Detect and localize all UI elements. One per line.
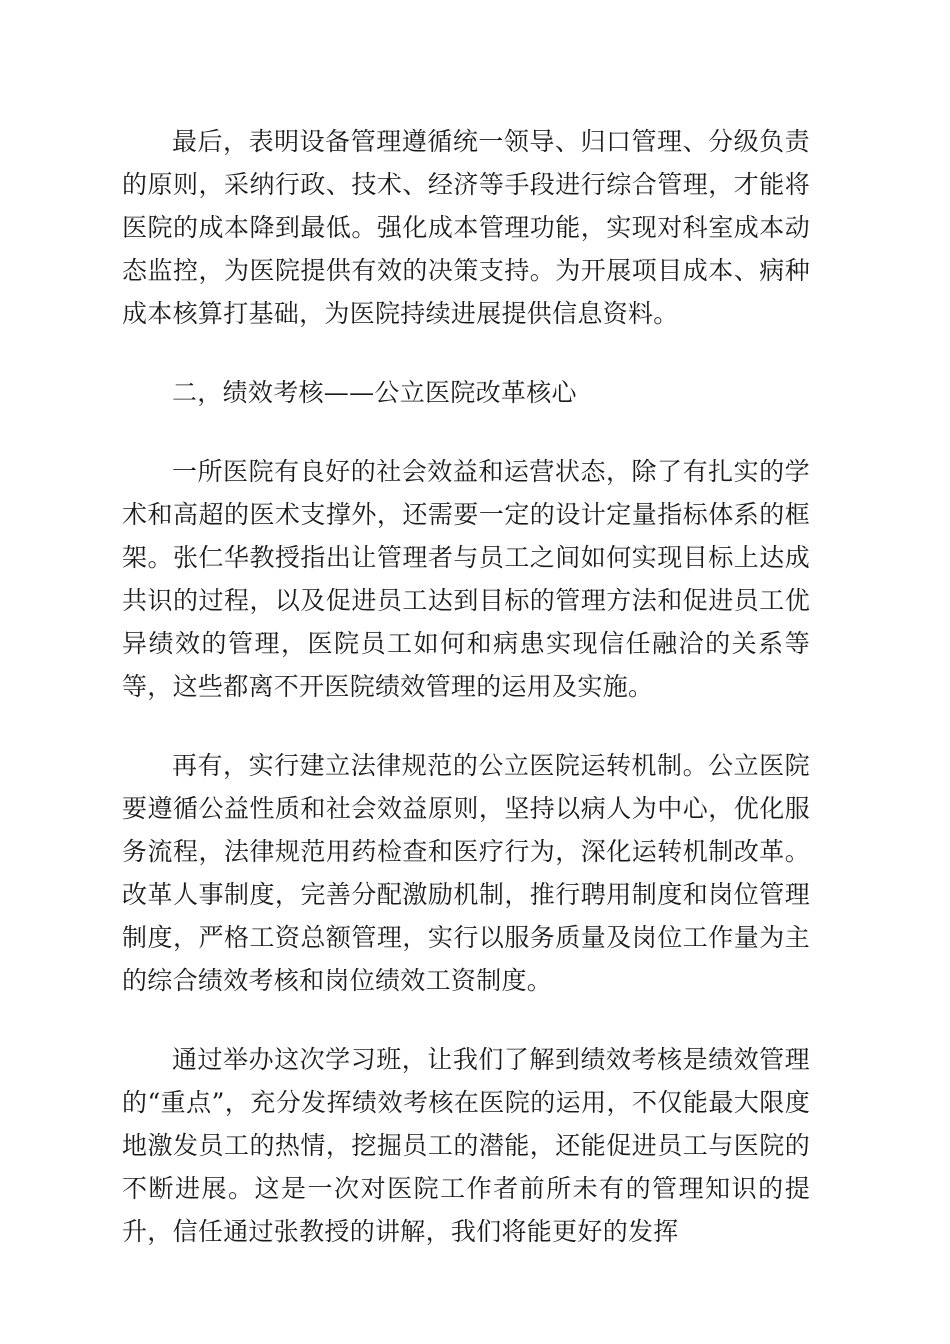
paragraph-training-summary: 通过举办这次学习班，让我们了解到绩效考核是绩效管理的“重点”，充分发挥绩效考核在医院的运用，不仅能最大限度地激发员工的热情，挖掘员工的潜能，还能促进员工与医院的不断进展。这是一次对医院工作者前所未有的管理知识的提升，信任通过张教授的讲解，我们将能更好的发挥 — [122, 1045, 810, 1246]
paragraph-equipment-management: 最后，表明设备管理遵循统一领导、归口管理、分级负责的原则，采纳行政、技术、经济等手段进行综合管理，才能将医院的成本降到最低。强化成本管理功能，实现对科室成本动态监控，为医院提供有效的决策支持。为开展项目成本、病种成本核算打基础，为医院持续进展提供信息资料。 — [122, 127, 810, 328]
paragraph-hospital-performance: 一所医院有良好的社会效益和运营状态，除了有扎实的学术和高超的医术支撑外，还需要一定的设计定量指标体系的框架。张仁华教授指出让管理者与员工之间如何实现目标上达成共识的过程，以及促进员工达到目标的管理方法和促进员工优异绩效的管理，医院员工如何和病患实现信任融洽的关系等等，这些都离不开医院绩效管理的运用及实施。 — [122, 457, 810, 701]
paragraph-legal-operation-mechanism: 再有，实行建立法律规范的公立医院运转机制。公立医院要遵循公益性质和社会效益原则，坚持以病人为中心，优化服务流程，法律规范用药检查和医疗行为，深化运转机制改革。改革人事制度，完善分配激励机制，推行聘用制度和岗位管理制度，严格工资总额管理，实行以服务质量及岗位工作量为主的综合绩效考核和岗位绩效工资制度。 — [122, 751, 810, 995]
document-body — [122, 120, 810, 1253]
section-heading-performance-assessment: 二，绩效考核——公立医院改革核心 — [172, 378, 577, 407]
